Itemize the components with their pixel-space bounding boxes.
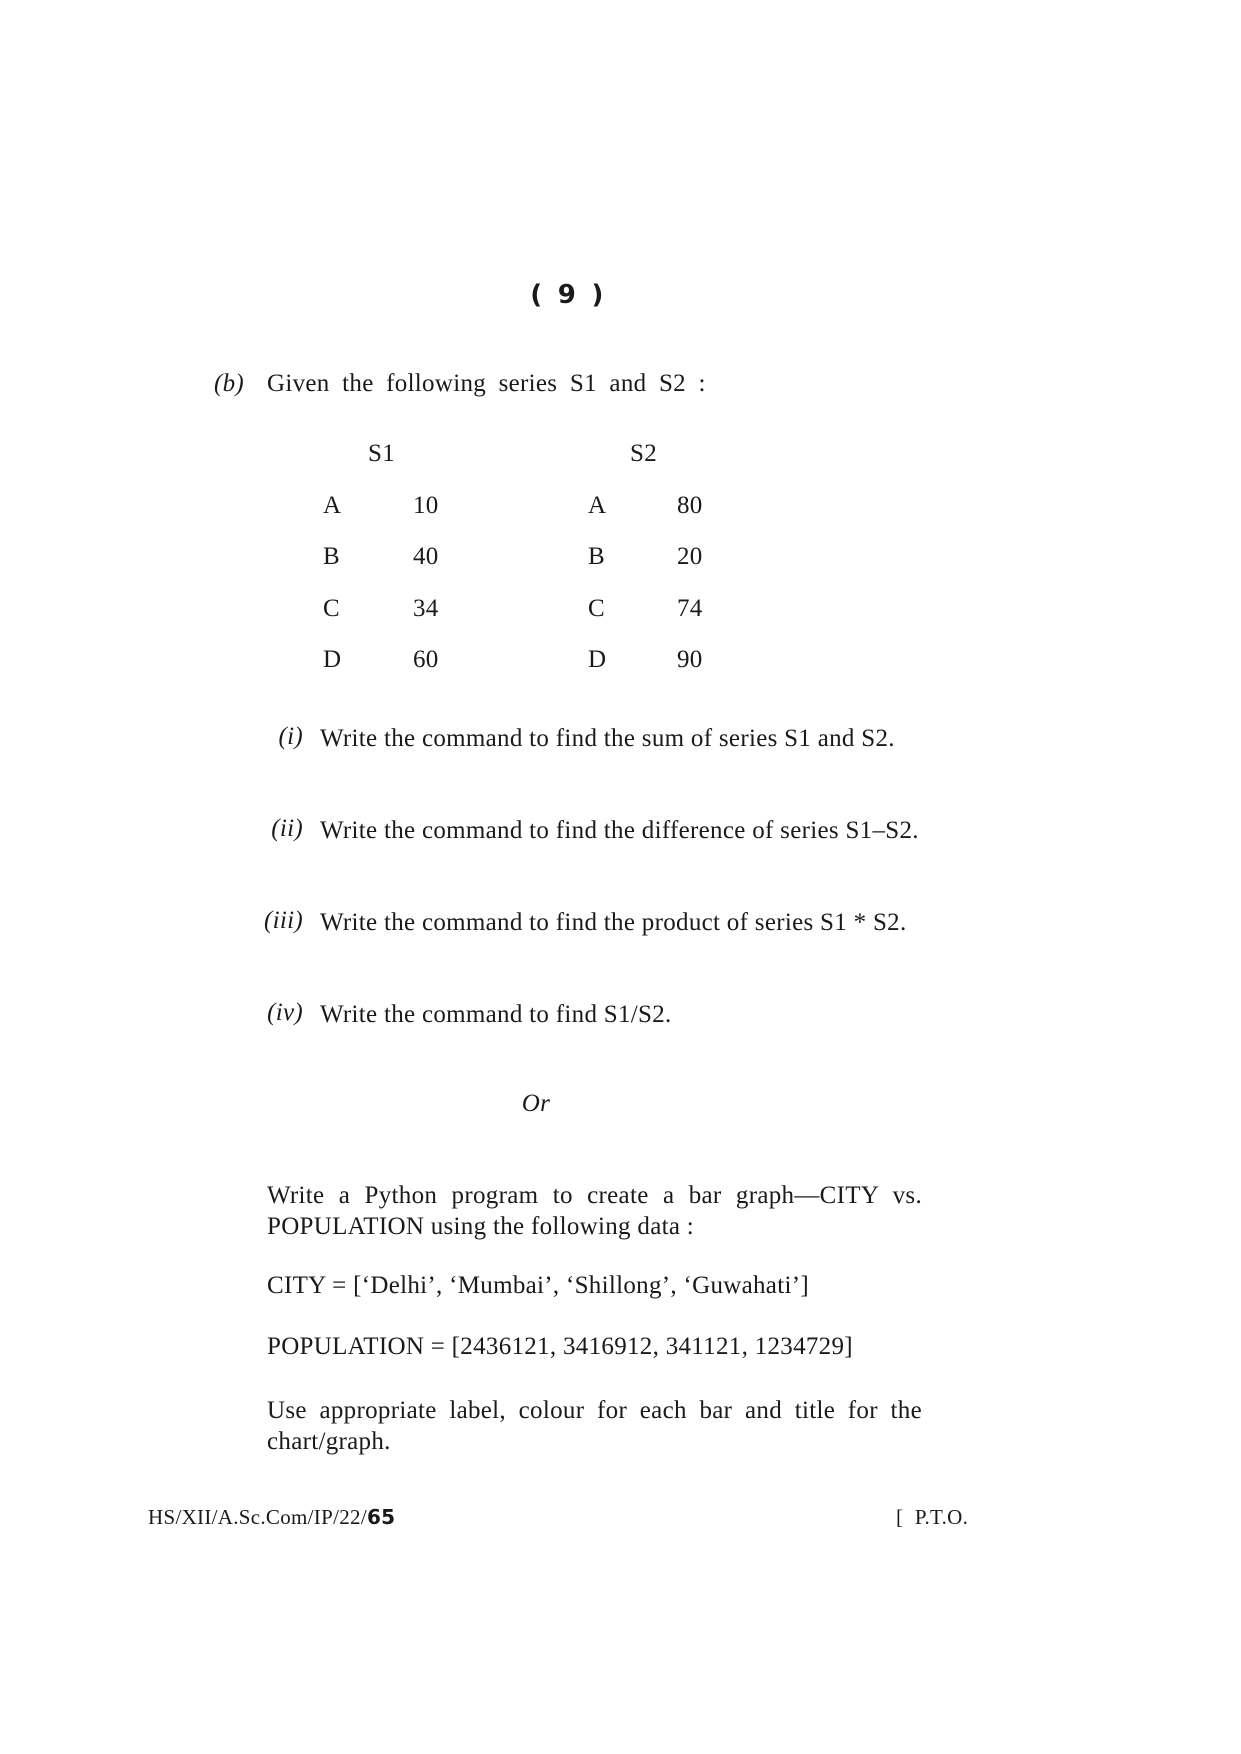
series-s2-value: 80 (677, 492, 703, 519)
subpart-label: (iii) (264, 907, 303, 934)
series-s2-value: 20 (677, 543, 703, 570)
subpart-label: (iv) (267, 999, 303, 1026)
series-s1-index: B (323, 543, 340, 570)
series-s1-index: D (323, 646, 342, 673)
page-number: ( 9 ) (530, 280, 604, 310)
subpart-label: (ii) (271, 815, 303, 842)
series-s1-index: A (323, 492, 342, 519)
alternative-intro: Write a Python program to create a bar graph—CITY vs. POPULATION using the following data : (267, 1182, 922, 1240)
subpart-text: Write the command to find S1/S2. (320, 1001, 672, 1028)
series-s2-value: 74 (677, 595, 703, 622)
series-s2-index: A (588, 492, 607, 519)
series-s1-index: C (323, 595, 340, 622)
series-s2-index: C (588, 595, 605, 622)
series-s2-index: B (588, 543, 605, 570)
alternative-instruction: Use appropriate label, colour for each bar and title for the chart/graph. (267, 1397, 922, 1455)
question-text: Given the following series S1 and S2 : (267, 370, 706, 397)
series-s2-index: D (588, 646, 607, 673)
subpart-label: (i) (278, 723, 303, 750)
series-s2-header: S2 (630, 440, 658, 467)
series-s1-value: 40 (413, 543, 439, 570)
series-s1-value: 10 (413, 492, 439, 519)
subpart-text: Write the command to find the sum of series S1 and S2. (320, 725, 895, 752)
subpart-text: Write the command to find the difference of series S1–S2. (320, 817, 919, 844)
series-s1-value: 60 (413, 646, 439, 673)
question-label: (b) (214, 370, 245, 397)
series-s1-header: S1 (368, 440, 396, 467)
population-list: POPULATION = [2436121, 3416912, 341121, 1234729] (267, 1333, 853, 1360)
paper-code: HS/XII/A.Sc.Com/IP/22/65 (148, 1505, 396, 1529)
series-s2-value: 90 (677, 646, 703, 673)
or-separator: Or (521, 1090, 551, 1117)
city-list: CITY = [‘Delhi’, ‘Mumbai’, ‘Shillong’, ‘Guwahati’] (267, 1272, 809, 1299)
pto-marker: [ P.T.O. (896, 1505, 969, 1529)
series-s1-value: 34 (413, 595, 439, 622)
subpart-text: Write the command to find the product of series S1 * S2. (320, 909, 907, 936)
